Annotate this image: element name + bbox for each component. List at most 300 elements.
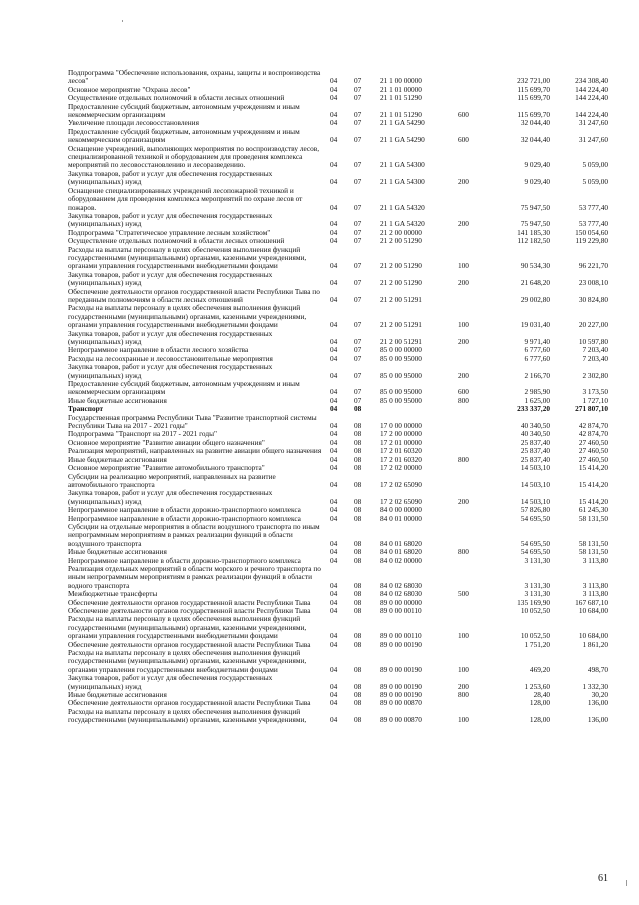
section-code: 04 (330, 555, 338, 565)
amount-year-2: 27 460,50 (578, 446, 608, 456)
amount-year-1: 14 503,10 (520, 479, 550, 489)
amount-year-2: 119 229,80 (575, 236, 608, 246)
subsection-code: 08 (354, 631, 362, 641)
target-item-code: 21 2 00 51290 (380, 278, 422, 288)
target-item-code: 21 2 00 51290 (380, 236, 422, 246)
expense-type-code (458, 607, 486, 615)
target-item-code: 84 0 02 00000 (380, 555, 422, 565)
expense-type-code (458, 473, 486, 490)
amount-year-1: 9 971,40 (524, 337, 550, 346)
amount-year-2: 234 308,40 (575, 76, 608, 86)
subsection-code: 07 (354, 177, 362, 187)
table-row (68, 288, 608, 305)
target-item-code: 17 2 01 00000 (380, 437, 422, 447)
amount-year-1: 115 699,70 (517, 110, 550, 120)
expense-type-code: 800 (458, 547, 469, 557)
subsection-code: 07 (354, 135, 362, 145)
amount-year-1: 57 826,80 (520, 505, 550, 515)
amount-year-2: 20 227,00 (578, 320, 608, 330)
target-item-code: 84 0 02 68030 (380, 589, 422, 599)
expense-type-code: 100 (458, 715, 469, 725)
amount-year-1: 9 029,40 (524, 177, 550, 187)
section-code: 04 (330, 690, 338, 700)
target-item-code: 17 2 01 60320 (380, 446, 422, 456)
section-code: 04 (330, 345, 338, 355)
amount-year-2: 58 131,50 (578, 547, 608, 557)
table-row (68, 649, 608, 674)
expense-type-code: 800 (458, 395, 469, 405)
section-code: 04 (330, 580, 338, 590)
table-row (68, 615, 608, 640)
table-row (68, 187, 608, 212)
target-item-code: 21 1 GA 54300 (380, 177, 425, 187)
amount-year-2: 150 054,60 (575, 227, 608, 237)
subsection-code: 08 (354, 715, 362, 725)
amount-year-1: 32 044,40 (520, 118, 550, 128)
subsection-code: 07 (354, 110, 362, 120)
table-row (68, 304, 608, 329)
target-item-code: 89 0 00 00190 (380, 664, 422, 674)
row-description: Обеспечение деятельности органов государственной власти Республики Тыва по переданным полномочиям в области лесных отношений (68, 286, 320, 304)
expense-type-code (458, 565, 486, 590)
amount-year-2: 31 247,60 (578, 135, 608, 145)
target-item-code: 21 1 GA 54290 (380, 118, 425, 128)
subsection-code: 08 (354, 538, 362, 548)
expense-type-code (458, 430, 486, 438)
row-description: Непрограммное направление в области дорожно-транспортного комплекса (68, 555, 301, 565)
target-item-code: 84 0 01 68020 (380, 547, 422, 557)
table-row (68, 473, 608, 490)
expense-type-code: 500 (458, 589, 469, 599)
expense-type-code: 200 (458, 496, 469, 506)
subsection-code: 08 (354, 429, 362, 439)
amount-year-1: 14 503,10 (520, 496, 550, 506)
scan-speck (122, 20, 123, 22)
table-row (68, 246, 608, 271)
section-code: 04 (330, 631, 338, 641)
row-description: Оснащение специализированных учреждений лесопожарной техникой и оборудованием для проведения комплекса мероприятий по охране лесов от пожаров. (68, 185, 303, 212)
amount-year-1: 6 777,60 (524, 345, 550, 355)
row-description: Государственная программа Республики Тыва "Развитие транспортной системы Республики Тыва на 2017 - 2021 годы" (68, 412, 317, 431)
section-code: 04 (330, 505, 338, 515)
table-row (68, 708, 608, 725)
section-code: 04 (330, 236, 338, 246)
row-description: Основное мероприятие "Охрана лесов" (68, 84, 191, 94)
expense-type-code: 200 (458, 278, 469, 288)
table-row (68, 212, 608, 229)
section-code: 04 (330, 446, 338, 456)
section-code: 04 (330, 160, 338, 170)
amount-year-2: 167 687,10 (575, 597, 608, 607)
subsection-code: 08 (354, 404, 362, 414)
subsection-code: 07 (354, 278, 362, 288)
row-description: Межбюджетные трансферты (68, 589, 158, 599)
amount-year-1: 128,00 (529, 715, 550, 725)
expense-type-code (458, 557, 486, 565)
row-description: Непрограммное направление в области дорожно-транспортного комплекса (68, 505, 301, 515)
target-item-code: 21 1 GA 54290 (380, 135, 425, 145)
amount-year-2: 144 224,40 (575, 84, 608, 94)
amount-year-1: 54 695,50 (520, 513, 550, 523)
row-description: Расходы на выплаты персоналу в целях обеспечения выполнения функций государственными (муниципальными) органами, казенными учреждениями, органами управления государственными внебюджетными фондами (68, 648, 307, 674)
subsection-code: 07 (354, 160, 362, 170)
row-description: Иные бюджетные ассигнования (68, 395, 167, 405)
expense-type-code (458, 599, 486, 607)
table-row (68, 489, 608, 506)
section-code: 04 (330, 202, 338, 212)
subsection-code: 07 (354, 387, 362, 397)
target-item-code: 85 0 00 00000 (380, 345, 422, 355)
amount-year-1: 25 837,40 (520, 446, 550, 456)
section-code: 04 (330, 454, 338, 464)
subsection-code: 07 (354, 345, 362, 355)
expense-type-code: 200 (458, 370, 469, 380)
target-item-code: 21 2 00 51291 (380, 337, 422, 346)
amount-year-2: 498,70 (587, 664, 608, 674)
target-item-code: 21 1 01 51290 (380, 110, 422, 120)
target-item-code: 21 2 00 51290 (380, 261, 422, 271)
table-row (68, 103, 608, 120)
amount-year-2: 7 203,40 (582, 345, 608, 355)
target-item-code: 21 1 01 51290 (380, 93, 422, 103)
amount-year-2: 58 131,50 (578, 513, 608, 523)
section-code: 04 (330, 84, 338, 94)
target-item-code: 89 0 00 00110 (380, 631, 422, 641)
section-code: 04 (330, 370, 338, 380)
amount-year-2: 1 727,10 (582, 395, 608, 405)
target-item-code: 21 1 GA 54320 (380, 202, 425, 212)
amount-year-2: 15 414,20 (578, 463, 608, 473)
amount-year-2: 53 777,40 (578, 202, 608, 212)
amount-year-2: 10 684,00 (578, 631, 608, 641)
section-code: 04 (330, 698, 338, 708)
amount-year-1: 54 695,50 (520, 547, 550, 557)
section-code: 04 (330, 639, 338, 649)
amount-year-2: 61 245,30 (578, 505, 608, 515)
section-code: 04 (330, 421, 338, 431)
amount-year-2: 136,00 (587, 698, 608, 708)
amount-year-2: 58 131,50 (578, 538, 608, 548)
row-description: Реализация мероприятий, направленных на развитие авиации общего назначения (68, 446, 322, 456)
row-description: Иные бюджетные ассигнования (68, 454, 167, 464)
row-description: Расходы на выплаты персоналу в целях обеспечения выполнения функций государственными (муниципальными) органами, казенными учреждениями, (68, 706, 307, 725)
table-row (68, 523, 608, 548)
amount-year-2: 31 247,60 (578, 118, 608, 128)
expense-type-code (458, 414, 486, 431)
subsection-code: 08 (354, 664, 362, 674)
row-description: Основное мероприятие "Развитие автомобильного транспорта" (68, 463, 265, 473)
amount-year-1: 115 699,70 (517, 84, 550, 94)
row-description: Подпрограмма "Стратегическое управление лесным хозяйством" (68, 227, 271, 237)
expense-type-code: 200 (458, 177, 469, 187)
row-description: Иные бюджетные ассигнования (68, 547, 167, 557)
target-item-code: 89 0 00 00000 (380, 597, 422, 607)
expense-type-code: 800 (458, 690, 469, 700)
target-item-code: 85 0 00 95000 (380, 395, 422, 405)
amount-year-2: 27 460,50 (578, 454, 608, 464)
target-item-code: 84 0 01 68020 (380, 538, 422, 548)
target-item-code: 85 0 00 95000 (380, 353, 422, 363)
table-row (68, 565, 608, 590)
target-item-code: 84 0 02 68030 (380, 580, 422, 590)
amount-year-2: 5 059,00 (582, 177, 608, 187)
expense-type-code: 600 (458, 387, 469, 397)
amount-year-2: 3 113,80 (582, 580, 608, 590)
target-item-code: 17 0 00 00000 (380, 421, 422, 431)
amount-year-2: 15 414,20 (578, 496, 608, 506)
row-description: Обеспечение деятельности органов государственной власти Республики Тыва (68, 698, 311, 708)
amount-year-1: 54 695,50 (520, 538, 550, 548)
subsection-code: 07 (354, 76, 362, 86)
section-code: 04 (330, 589, 338, 599)
amount-year-2: 1 332,30 (582, 681, 608, 691)
expense-type-code (458, 515, 486, 523)
target-item-code: 17 2 02 65090 (380, 479, 422, 489)
section-code: 04 (330, 227, 338, 237)
subsection-code: 08 (354, 698, 362, 708)
amount-year-1: 75 947,50 (520, 202, 550, 212)
subsection-code: 08 (354, 547, 362, 557)
amount-year-1: 6 777,60 (524, 353, 550, 363)
target-item-code: 21 1 00 00000 (380, 76, 422, 86)
amount-year-2: 3 113,80 (582, 589, 608, 599)
expense-type-code (458, 439, 486, 447)
amount-year-1: 75 947,50 (520, 219, 550, 229)
section-code: 04 (330, 547, 338, 557)
subsection-code: 08 (354, 555, 362, 565)
amount-year-2: 271 807,10 (575, 404, 608, 414)
amount-year-1: 232 721,00 (517, 76, 550, 86)
section-code: 04 (330, 387, 338, 397)
amount-year-1: 141 185,30 (517, 227, 550, 237)
target-item-code: 21 2 00 00000 (380, 227, 422, 237)
row-description: Закупка товаров, работ и услуг для обеспечения государственных (муниципальных) нужд (68, 328, 273, 346)
expense-type-code (458, 288, 486, 305)
target-item-code: 21 1 01 00000 (380, 84, 422, 94)
expense-type-code (458, 86, 486, 94)
expense-type-code: 100 (458, 261, 469, 271)
row-description: Иные бюджетные ассигнования (68, 690, 167, 700)
target-item-code: 85 0 00 95000 (380, 387, 422, 397)
subsection-code: 07 (354, 353, 362, 363)
row-description: Субсидии на отдельные мероприятия в области воздушного транспорта по иным непрограммным мероприятиям в рамках реализации функций в области воздушного транспорта (68, 521, 320, 548)
row-description: Расходы на выплаты персоналу в целях обеспечения выполнения функций государственными (муниципальными) органами, казенными учреждениями, органами управления государственными внебюджетными фондами (68, 614, 307, 641)
expense-type-code (458, 119, 486, 127)
amount-year-2: 5 059,00 (582, 160, 608, 170)
amount-year-2: 53 777,40 (578, 219, 608, 229)
expense-type-code (458, 523, 486, 548)
section-code: 04 (330, 219, 338, 229)
amount-year-1: 9 029,40 (524, 160, 550, 170)
amount-year-1: 90 534,30 (520, 261, 550, 271)
amount-year-1: 14 503,10 (520, 463, 550, 473)
target-item-code: 89 0 00 00870 (380, 715, 422, 725)
amount-year-1: 469,20 (529, 664, 550, 674)
target-item-code: 21 2 00 51291 (380, 320, 422, 330)
amount-year-1: 10 052,50 (520, 606, 550, 615)
row-description: Оснащение учреждений, выполняющих мероприятия по воспроизводству лесов, специализированной техникой и оборудованием для проведения комплекса мероприятий по лесовосстановлению и лесоразведению. (68, 143, 320, 170)
amount-year-2: 3 113,80 (582, 555, 608, 565)
section-code: 04 (330, 294, 338, 304)
table-row (68, 145, 608, 170)
section-code: 04 (330, 404, 338, 414)
section-code: 04 (330, 337, 338, 346)
subsection-code: 08 (354, 463, 362, 473)
budget-table (68, 69, 608, 725)
subsection-code: 07 (354, 84, 362, 94)
row-description: Расходы на лесоохранные и лесовосстановительные мероприятия (68, 353, 273, 363)
row-description: Увеличение площади лесовосстановления (68, 118, 199, 128)
row-description: Обеспечение деятельности органов государственной власти Республики Тыва (68, 606, 311, 615)
section-code: 04 (330, 496, 338, 506)
subsection-code: 08 (354, 589, 362, 599)
amount-year-1: 1 253,60 (524, 681, 550, 691)
section-code: 04 (330, 261, 338, 271)
subsection-code: 07 (354, 219, 362, 229)
subsection-code: 07 (354, 294, 362, 304)
row-description: Подпрограмма "Транспорт на 2017 - 2021 годы" (68, 429, 217, 439)
section-code: 04 (330, 513, 338, 523)
row-description: Расходы на выплаты персоналу в целях обеспечения выполнения функций государственными (муниципальными) органами, казенными учреждениями, органами управления государственными внебюджетными фондами (68, 244, 307, 271)
amount-year-2: 7 203,40 (582, 353, 608, 363)
table-row (68, 271, 608, 288)
section-code: 04 (330, 395, 338, 405)
amount-year-2: 2 302,80 (582, 370, 608, 380)
table-row (68, 69, 608, 86)
subsection-code: 08 (354, 454, 362, 464)
row-description: Осуществление отдельных полномочий в области лесных отношений (68, 236, 285, 246)
subsection-code: 07 (354, 337, 362, 346)
section-code: 04 (330, 76, 338, 86)
target-item-code: 89 0 00 00190 (380, 690, 422, 700)
amount-year-1: 10 052,50 (520, 631, 550, 641)
amount-year-1: 40 340,50 (520, 429, 550, 439)
amount-year-1: 115 699,70 (517, 93, 550, 103)
amount-year-1: 25 837,40 (520, 454, 550, 464)
amount-year-1: 135 169,90 (517, 597, 550, 607)
expense-type-code (458, 699, 486, 707)
amount-year-1: 19 031,40 (520, 320, 550, 330)
target-item-code: 85 0 00 95000 (380, 370, 422, 380)
expense-type-code (458, 506, 486, 514)
amount-year-1: 1 751,20 (524, 639, 550, 649)
amount-year-2: 30,20 (591, 690, 608, 700)
subsection-code: 07 (354, 261, 362, 271)
amount-year-2: 136,00 (587, 715, 608, 725)
table-row (68, 363, 608, 380)
section-code: 04 (330, 320, 338, 330)
subsection-code: 08 (354, 421, 362, 431)
amount-year-2: 3 173,50 (582, 387, 608, 397)
section-code: 04 (330, 429, 338, 439)
expense-type-code (458, 145, 486, 170)
row-description: Закупка товаров, работ и услуг для обеспечения государственных (муниципальных) нужд (68, 269, 273, 288)
subsection-code: 07 (354, 370, 362, 380)
row-description: Закупка товаров, работ и услуг для обеспечения государственных (муниципальных) нужд (68, 210, 273, 229)
amount-year-2: 10 597,80 (578, 337, 608, 346)
section-code: 04 (330, 353, 338, 363)
row-description: Расходы на выплаты персоналу в целях обеспечения выполнения функций государственными (муниципальными) органами, казенными учреждениями, органами управления государственными внебюджетными фондами (68, 303, 307, 330)
row-description: Закупка товаров, работ и услуг для обеспечения государственных (муниципальных) нужд (68, 168, 273, 187)
expense-type-code (458, 69, 486, 86)
amount-year-1: 3 131,30 (524, 580, 550, 590)
amount-year-2: 30 824,80 (578, 294, 608, 304)
table-body (68, 69, 608, 725)
section-code: 04 (330, 177, 338, 187)
amount-year-1: 32 044,40 (520, 135, 550, 145)
scan-speck (626, 880, 627, 886)
target-item-code: 89 0 00 00190 (380, 681, 422, 691)
target-item-code: 17 2 00 00000 (380, 429, 422, 439)
amount-year-2: 144 224,40 (575, 110, 608, 120)
row-description: Подпрограмма "Обеспечение использования, охраны, защиты и воспроизводства лесов" (68, 68, 321, 86)
amount-year-1: 28,40 (533, 690, 550, 700)
table-row (68, 380, 608, 397)
target-item-code: 21 1 GA 54320 (380, 219, 425, 229)
amount-year-2: 1 861,20 (582, 639, 608, 649)
expense-type-code (458, 641, 486, 649)
page-number: 61 (598, 873, 608, 884)
subsection-code: 08 (354, 479, 362, 489)
section-code: 04 (330, 479, 338, 489)
target-item-code: 89 0 00 00110 (380, 606, 422, 615)
section-code: 04 (330, 278, 338, 288)
row-description: Обеспечение деятельности органов государственной власти Республики Тыва (68, 597, 311, 607)
section-code: 04 (330, 715, 338, 725)
row-description: Субсидии на реализацию мероприятий, направленных на развитие автомобильного транспорта (68, 471, 276, 489)
table-row (68, 128, 608, 145)
expense-type-code (458, 94, 486, 102)
expense-type-code: 200 (458, 337, 469, 346)
target-item-code: 84 0 01 00000 (380, 513, 422, 523)
row-description: Основное мероприятие "Развитие авиации общего назначения" (68, 437, 265, 447)
row-description: Предоставление субсидий бюджетным, автономным учреждениям и иным некоммерческим организациям (68, 126, 300, 145)
subsection-code: 08 (354, 446, 362, 456)
amount-year-2: 15 414,20 (578, 479, 608, 489)
section-code: 04 (330, 135, 338, 145)
expense-type-code (458, 464, 486, 472)
target-item-code: 17 2 02 00000 (380, 463, 422, 473)
row-description: Закупка товаров, работ и услуг для обеспечения государственных (муниципальных) нужд (68, 673, 273, 691)
target-item-code: 17 2 01 60320 (380, 454, 422, 464)
expense-type-code: 800 (458, 454, 469, 464)
subsection-code: 08 (354, 437, 362, 447)
row-description: Предоставление субсидий бюджетным, автономным учреждениям и иным некоммерческим организациям (68, 101, 300, 120)
subsection-code: 08 (354, 606, 362, 615)
subsection-code: 07 (354, 227, 362, 237)
amount-year-1: 2 985,90 (524, 387, 550, 397)
row-description: Закупка товаров, работ и услуг для обеспечения государственных (муниципальных) нужд (68, 362, 273, 380)
amount-year-2: 10 684,00 (578, 606, 608, 615)
target-item-code: 89 0 00 00190 (380, 639, 422, 649)
subsection-code: 08 (354, 580, 362, 590)
subsection-code: 08 (354, 513, 362, 523)
amount-year-1: 128,00 (529, 698, 550, 708)
expense-type-code: 100 (458, 320, 469, 330)
amount-year-1: 25 837,40 (520, 437, 550, 447)
subsection-code: 07 (354, 118, 362, 128)
expense-type-code: 600 (458, 135, 469, 145)
subsection-code: 07 (354, 320, 362, 330)
expense-type-code (458, 405, 486, 413)
table-row (68, 330, 608, 347)
section-code: 04 (330, 606, 338, 615)
amount-year-2: 96 221,70 (578, 261, 608, 271)
row-description: Закупка товаров, работ и услуг для обеспечения государственных (муниципальных) нужд (68, 488, 273, 506)
subsection-code: 08 (354, 690, 362, 700)
subsection-code: 08 (354, 597, 362, 607)
amount-year-1: 233 337,20 (517, 404, 550, 414)
